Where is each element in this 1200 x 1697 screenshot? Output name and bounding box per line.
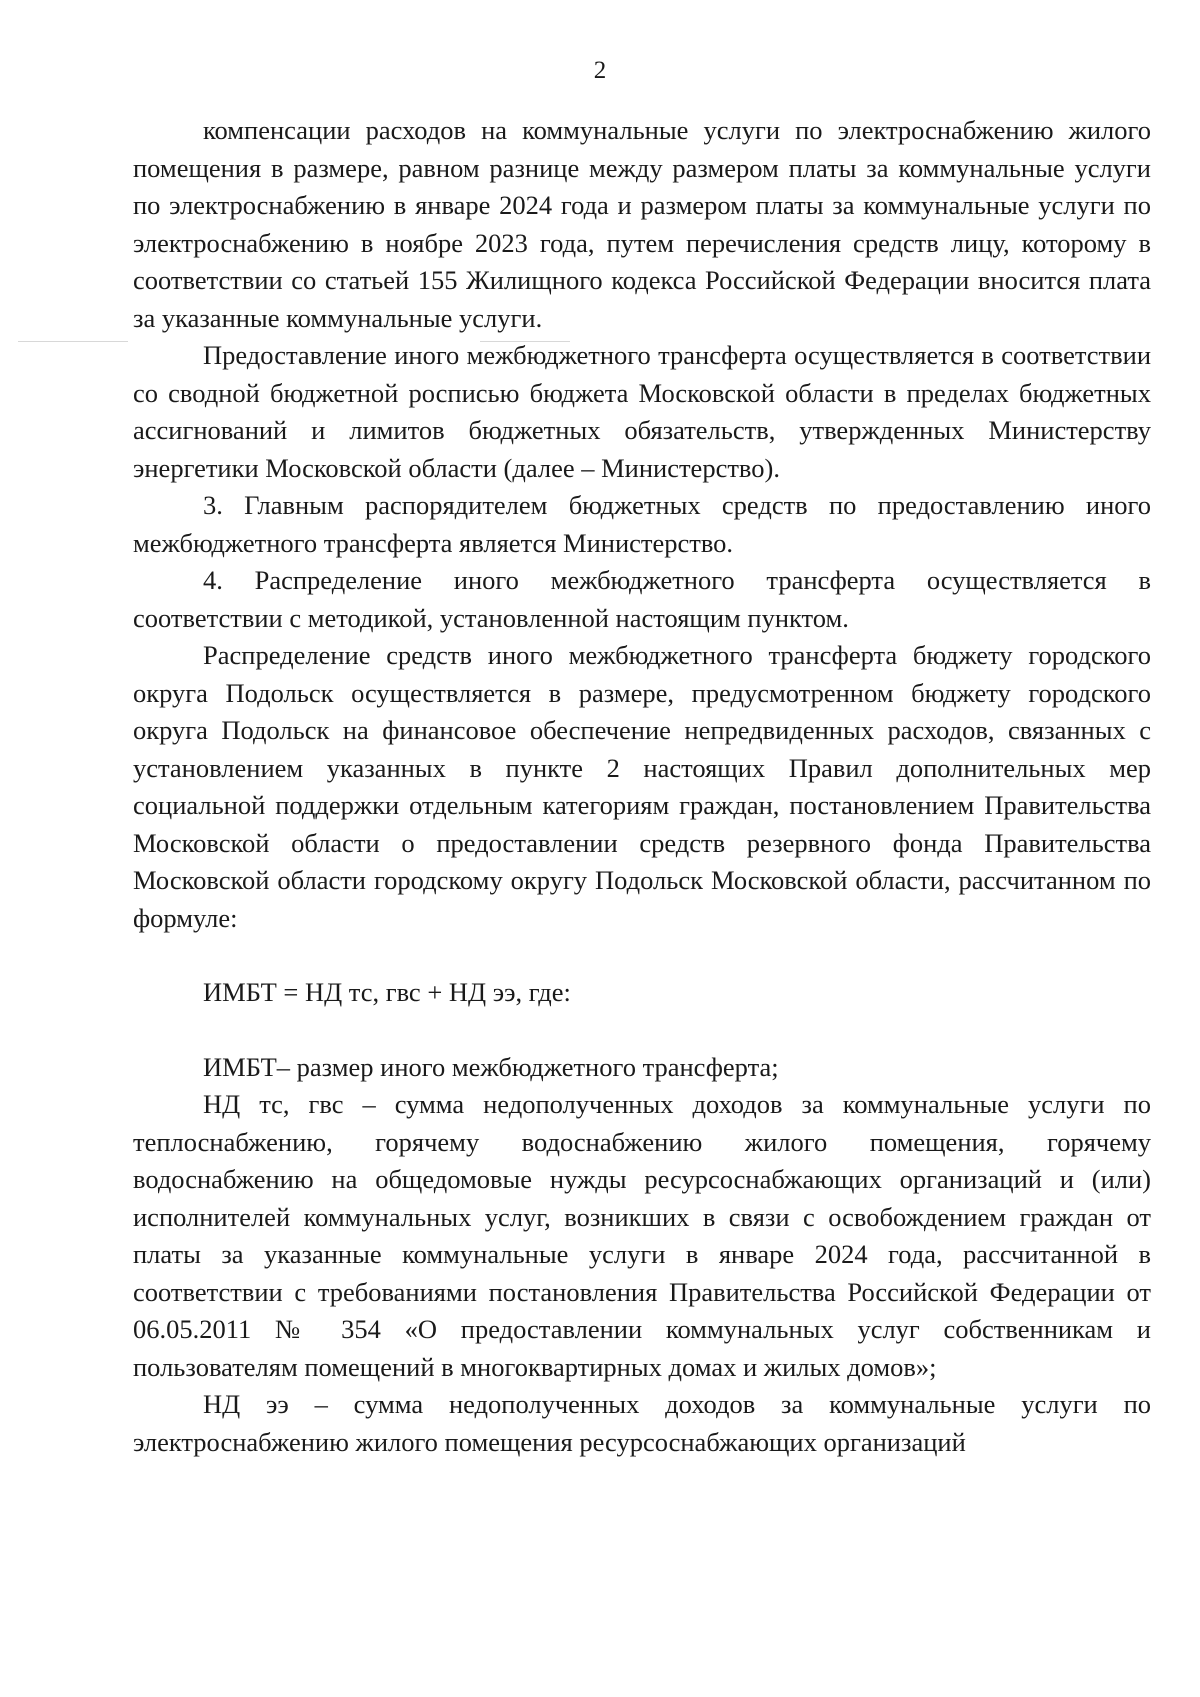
spacer [133, 1012, 1151, 1049]
document-body [133, 112, 1151, 1461]
definition-nd-ee: НД ээ – сумма недополученных доходов за коммунальные услуги по электроснабжению жилого помещения ресурсоснабжающих организаций [133, 1389, 1151, 1457]
paragraph-item-4: 4. Распределение иного межбюджетного трансферта осуществляется в соответствии с методикой, установленной настоящим пунктом. [133, 565, 1151, 633]
definition-imbt: ИМБТ– размер иного межбюджетного трансферта; [203, 1051, 779, 1082]
formula-line: ИМБТ = НД тс, гвс + НД ээ, где: [203, 977, 571, 1007]
paragraph-compensation: компенсации расходов на коммунальные услуги по электроснабжению жилого помещения в размере, равном разнице между размером платы за коммунальные услуги по электроснабжению в январе 2024 года и размером платы за коммунальные услуги по электроснабжению в ноябре 2023 года, путем перечисления средств лицу, которому в соответствии со статьей 155 Жилищного кодекса Российской Федерации вносится плата за указанные коммунальные услуги. [133, 115, 1151, 333]
scan-artifact-line [18, 341, 128, 342]
page-number: 2 [593, 57, 607, 84]
definition-nd-ts-gvs: НД тс, гвс – сумма недополученных доходов за коммунальные услуги по теплоснабжению, горячему водоснабжению жилого помещения, горячему водоснабжению на общедомовые нужды ресурсоснабжающих организаций и (или) исполнителей коммунальных услуг, возникших в связи с освобождением граждан от платы за указанные коммунальные услуги в январе 2024 года, рассчитанной в соответствии с требованиями постановления Правительства Российской Федерации от 06.05.2011 № 354 «О предоставлении коммунальных услуг собственникам и пользователям помещений в многоквартирных домах и жилых домов»; [133, 1089, 1151, 1382]
paragraph-item-3: 3. Главным распорядителем бюджетных средств по предоставлению иного межбюджетного трансферта является Министерство. [133, 490, 1151, 558]
paragraph-provision: Предоставление иного межбюджетного трансферта осуществляется в соответствии со сводной бюджетной росписью бюджета Московской области в пределах бюджетных ассигнований и лимитов бюджетных обязательств, утвержденных Министерству энергетики Московской области (далее – Министерство). [133, 340, 1151, 483]
paragraph-distribution: Распределение средств иного межбюджетного трансферта бюджету городского округа Подольск осуществляется в размере, предусмотренном бюджету городского округа Подольск на финансовое обеспечение непредвиденных расходов, связанных с установлением указанных в пункте 2 настоящих Правил дополнительных мер социальной поддержки отдельным категориям граждан, постановлением Правительства Московской области о предоставлении средств резервного фонда Правительства Московской области городскому округу Подольск Московской области, рассчитанном по формуле: [133, 640, 1151, 933]
spacer [133, 937, 1151, 974]
